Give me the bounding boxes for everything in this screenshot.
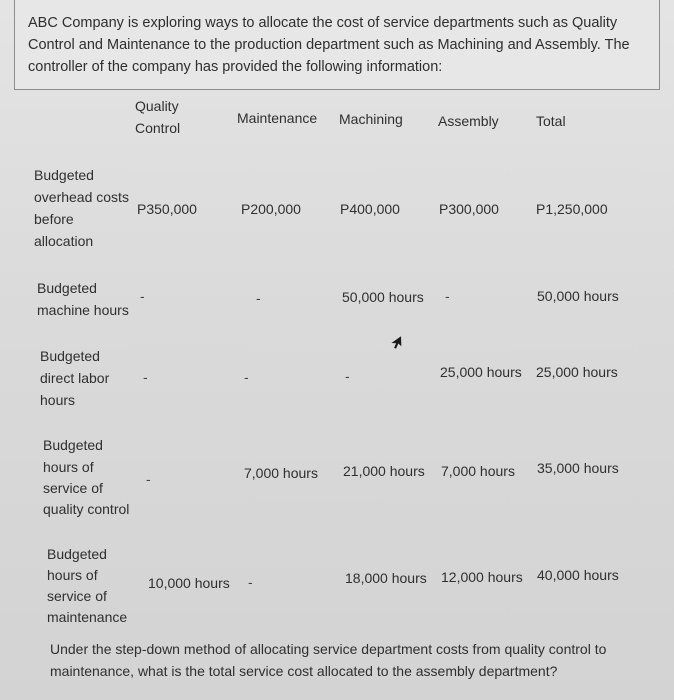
row-overhead-label-line3: before (34, 211, 74, 227)
cell-overhead-assembly: P300,000 (439, 201, 499, 217)
cell-direct-labor-assembly: 25,000 hours (440, 364, 522, 380)
row-overhead-label-line2: overhead costs (34, 189, 129, 205)
cell-overhead-maintenance: P200,000 (241, 201, 301, 217)
row-overhead-label-line4: allocation (34, 233, 94, 249)
cell-qc-service-qc: - (146, 471, 151, 487)
row-qc-service-label-line4: quality control (43, 501, 130, 517)
header-assembly: Assembly (438, 113, 499, 129)
cell-qc-service-maintenance: 7,000 hours (244, 465, 318, 481)
cell-maint-service-total: 40,000 hours (537, 567, 619, 583)
row-qc-service-label-line1: Budgeted (43, 437, 103, 453)
cell-direct-labor-maintenance: - (244, 369, 249, 385)
mouse-pointer-icon (390, 334, 404, 350)
row-qc-service-label-line3: service of (43, 480, 103, 496)
row-machine-hours-label-line2: machine hours (37, 302, 129, 318)
cell-direct-labor-machining: - (345, 368, 350, 384)
header-machining: Machining (339, 111, 403, 127)
row-maint-service-label-line1: Budgeted (47, 546, 107, 562)
row-qc-service-label-line2: hours of (43, 459, 94, 475)
intro-paragraph: ABC Company is exploring ways to allocate the cost of service departments such as Quality Control and Maintenance to the production department such as Machining and Assembly. The controller of the company has provided the following information: (28, 15, 630, 75)
cell-overhead-machining: P400,000 (340, 201, 400, 217)
row-maint-service-label-line3: service of (47, 588, 107, 604)
header-maintenance: Maintenance (237, 110, 318, 126)
cell-machine-hours-machining: 50,000 hours (342, 289, 424, 305)
row-direct-labor-label-line3: hours (40, 392, 76, 408)
row-maint-service-label-line4: maintenance (47, 609, 128, 625)
header-quality-control-line1: Quality (135, 98, 179, 114)
row-direct-labor-label-line2: direct labor (40, 370, 110, 386)
cell-direct-labor-total: 25,000 hours (536, 364, 618, 380)
cell-direct-labor-qc: - (143, 369, 148, 385)
cell-qc-service-total: 35,000 hours (537, 460, 619, 476)
cell-qc-service-machining: 21,000 hours (343, 463, 425, 479)
cell-maint-service-qc: 10,000 hours (148, 575, 230, 591)
cell-maint-service-assembly: 12,000 hours (441, 569, 523, 585)
cell-overhead-qc: P350,000 (137, 201, 197, 217)
cell-qc-service-assembly: 7,000 hours (441, 463, 515, 479)
cell-maint-service-maintenance: - (248, 574, 253, 590)
question-text: Under the step-down method of allocating service department costs from quality control to maintenance, what is the total service cost allocated to the assembly department? (50, 641, 607, 679)
cell-machine-hours-qc: - (140, 288, 145, 304)
row-direct-labor-label-line1: Budgeted (40, 348, 100, 364)
row-overhead-label-line1: Budgeted (34, 167, 94, 183)
cell-overhead-total: P1,250,000 (536, 201, 608, 217)
cell-maint-service-machining: 18,000 hours (345, 570, 427, 586)
cell-machine-hours-total: 50,000 hours (537, 288, 619, 304)
row-machine-hours-label-line1: Budgeted (37, 280, 97, 296)
cell-machine-hours-maintenance: - (256, 290, 261, 306)
header-quality-control-line2: Control (135, 120, 181, 136)
row-maint-service-label-line2: hours of (47, 567, 98, 583)
cell-machine-hours-assembly: - (445, 288, 450, 304)
header-total: Total (536, 113, 566, 129)
